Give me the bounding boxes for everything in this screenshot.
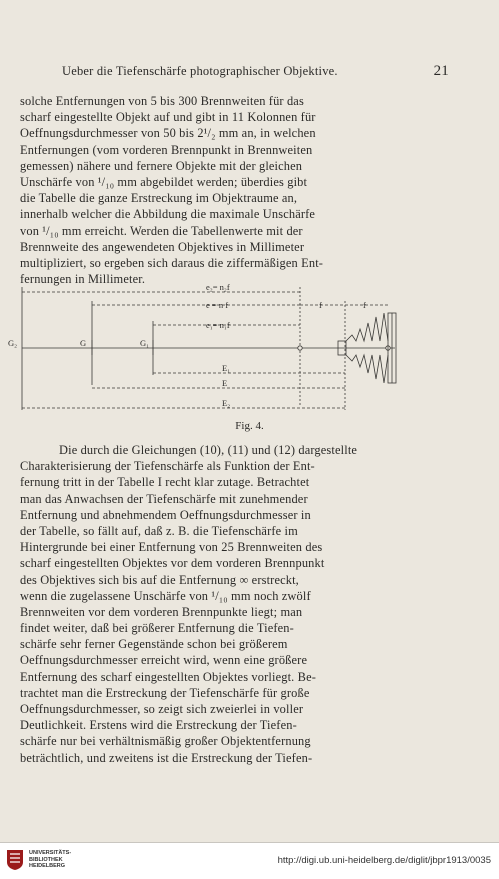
text-line: schärfe nur bei verhältnismäßig großer Objektentfernung	[20, 734, 311, 749]
focal-point-front	[298, 346, 302, 350]
running-header	[62, 63, 449, 80]
text-line: scharf eingestellten Objektes vor dem vorderen Brennpunkt	[20, 556, 325, 571]
label-f1: f	[319, 300, 322, 310]
permalink-url[interactable]: http://digi.ub.uni-heidelberg.de/diglit/jbpr1913/0035	[277, 855, 491, 866]
text-line: Oeffnungsdurchmesser, so zeigt sich zweierlei in voller	[20, 702, 304, 716]
text-line: findet weiter, daß bei größerer Entfernung die Tiefen-	[20, 621, 294, 636]
text-line: Entfernung und abnehmendem Oeffnungsdurchmesser in	[20, 507, 311, 522]
footer-bar	[0, 842, 499, 879]
text-line: schärfe sehr ferner Gegenstände schon bei größerem	[20, 637, 288, 652]
text-line: Deutlichkeit. Erstens wird die Erstreckung der Tiefen-	[20, 718, 297, 733]
paragraph-2	[20, 442, 418, 766]
text-line: Oeffnungsdurchmesser erreicht wird, wenn eine größere	[20, 653, 308, 668]
label-G1: G₁	[140, 338, 150, 348]
label-e: e = n f	[206, 300, 229, 310]
text-line: Die durch die Gleichungen (10), (11) und (12) dargestellte	[59, 443, 358, 457]
figure-caption: Fig. 4.	[235, 420, 264, 432]
label-E1: E₁	[222, 363, 231, 373]
text-line: die Tabelle die ganze Erstreckung im Objektraume an,	[20, 191, 298, 206]
label-G: G	[80, 338, 87, 348]
text-line: scharf eingestellte Objekt auf und gibt in 11 Kolonnen für	[20, 110, 316, 125]
running-title: Ueber die Tiefenschärfe photographischer Objektive.	[62, 64, 338, 78]
library-logo[interactable]	[6, 849, 71, 871]
text-line: Brennweite des angewendeten Objektives in Millimeter	[20, 239, 305, 254]
label-E2: E₂	[222, 398, 231, 408]
page-number: 21	[433, 63, 449, 79]
text-line: Hintergrunde bei einer Entfernung von 25 Brennweiten des	[20, 540, 323, 555]
text-line: fernung tritt in der Tabelle I recht klar zutage. Betrachtet	[20, 475, 310, 490]
text-line: man das Anwachsen der Tiefenschärfe mit zunehmender	[20, 491, 308, 506]
library-name: UNIVERSITÄTS- BIBLIOTHEK HEIDELBERG	[29, 850, 72, 870]
label-f2: f	[363, 300, 366, 310]
text-line: wenn die zugelassene Unschärfe von ¹/₁₀ mm noch zwölf	[20, 588, 311, 603]
text-line: beträchtlich, und zweitens ist die Erstreckung der Tiefen-	[20, 750, 313, 765]
text-line: Unschärfe von ¹/₁₀ mm abgebildet werden; überdies gibt	[20, 174, 308, 189]
text-line: multipliziert, so ergeben sich daraus die ziffermäßigen Ent-	[20, 255, 324, 270]
text-line: der Tabelle, so fällt auf, daß z. B. die Tiefenschärfe im	[20, 523, 298, 538]
text-line: gemessen) nähere und fernere Objekte mit der gleichen	[20, 158, 303, 173]
label-E: E	[222, 378, 228, 388]
label-e1: e₁= n₁f	[206, 320, 230, 330]
text-line: Charakterisierung der Tiefenschärfe als Funktion der Ent-	[20, 459, 315, 474]
text-line: des Objektives sich bis auf die Entfernung ∞ erstreckt,	[20, 572, 299, 587]
label-e2: e₂= n₂f	[206, 282, 230, 292]
text-line: Oeffnungsdurchmesser von 50 bis 2¹/₂ mm an, in welchen	[20, 126, 316, 141]
text-line: Entfernungen (vom vorderen Brennpunkt in Brennweiten	[20, 142, 313, 157]
library-crest-icon	[6, 849, 24, 871]
text-line: innerhalb welcher die Abbildung die maximale Unschärfe	[20, 207, 316, 222]
text-line: solche Entfernungen von 5 bis 300 Brennweiten für das	[20, 94, 304, 108]
figure-4-diagram	[8, 282, 410, 435]
text-line: von ¹/₁₀ mm erreicht. Werden die Tabellenwerte mit der	[20, 223, 303, 238]
text-line: fernungen in Millimeter.	[20, 272, 146, 287]
text-line: Brennweiten vor dem vorderen Brennpunkte liegt; man	[20, 604, 303, 619]
text-line: trachtet man die Erstreckung der Tiefenschärfe für große	[20, 685, 310, 700]
paragraph-1	[20, 93, 418, 287]
text-line: Entfernung des scharf eingestellten Objektes vorliegt. Be-	[20, 669, 317, 684]
label-G2: G₂	[8, 338, 18, 348]
